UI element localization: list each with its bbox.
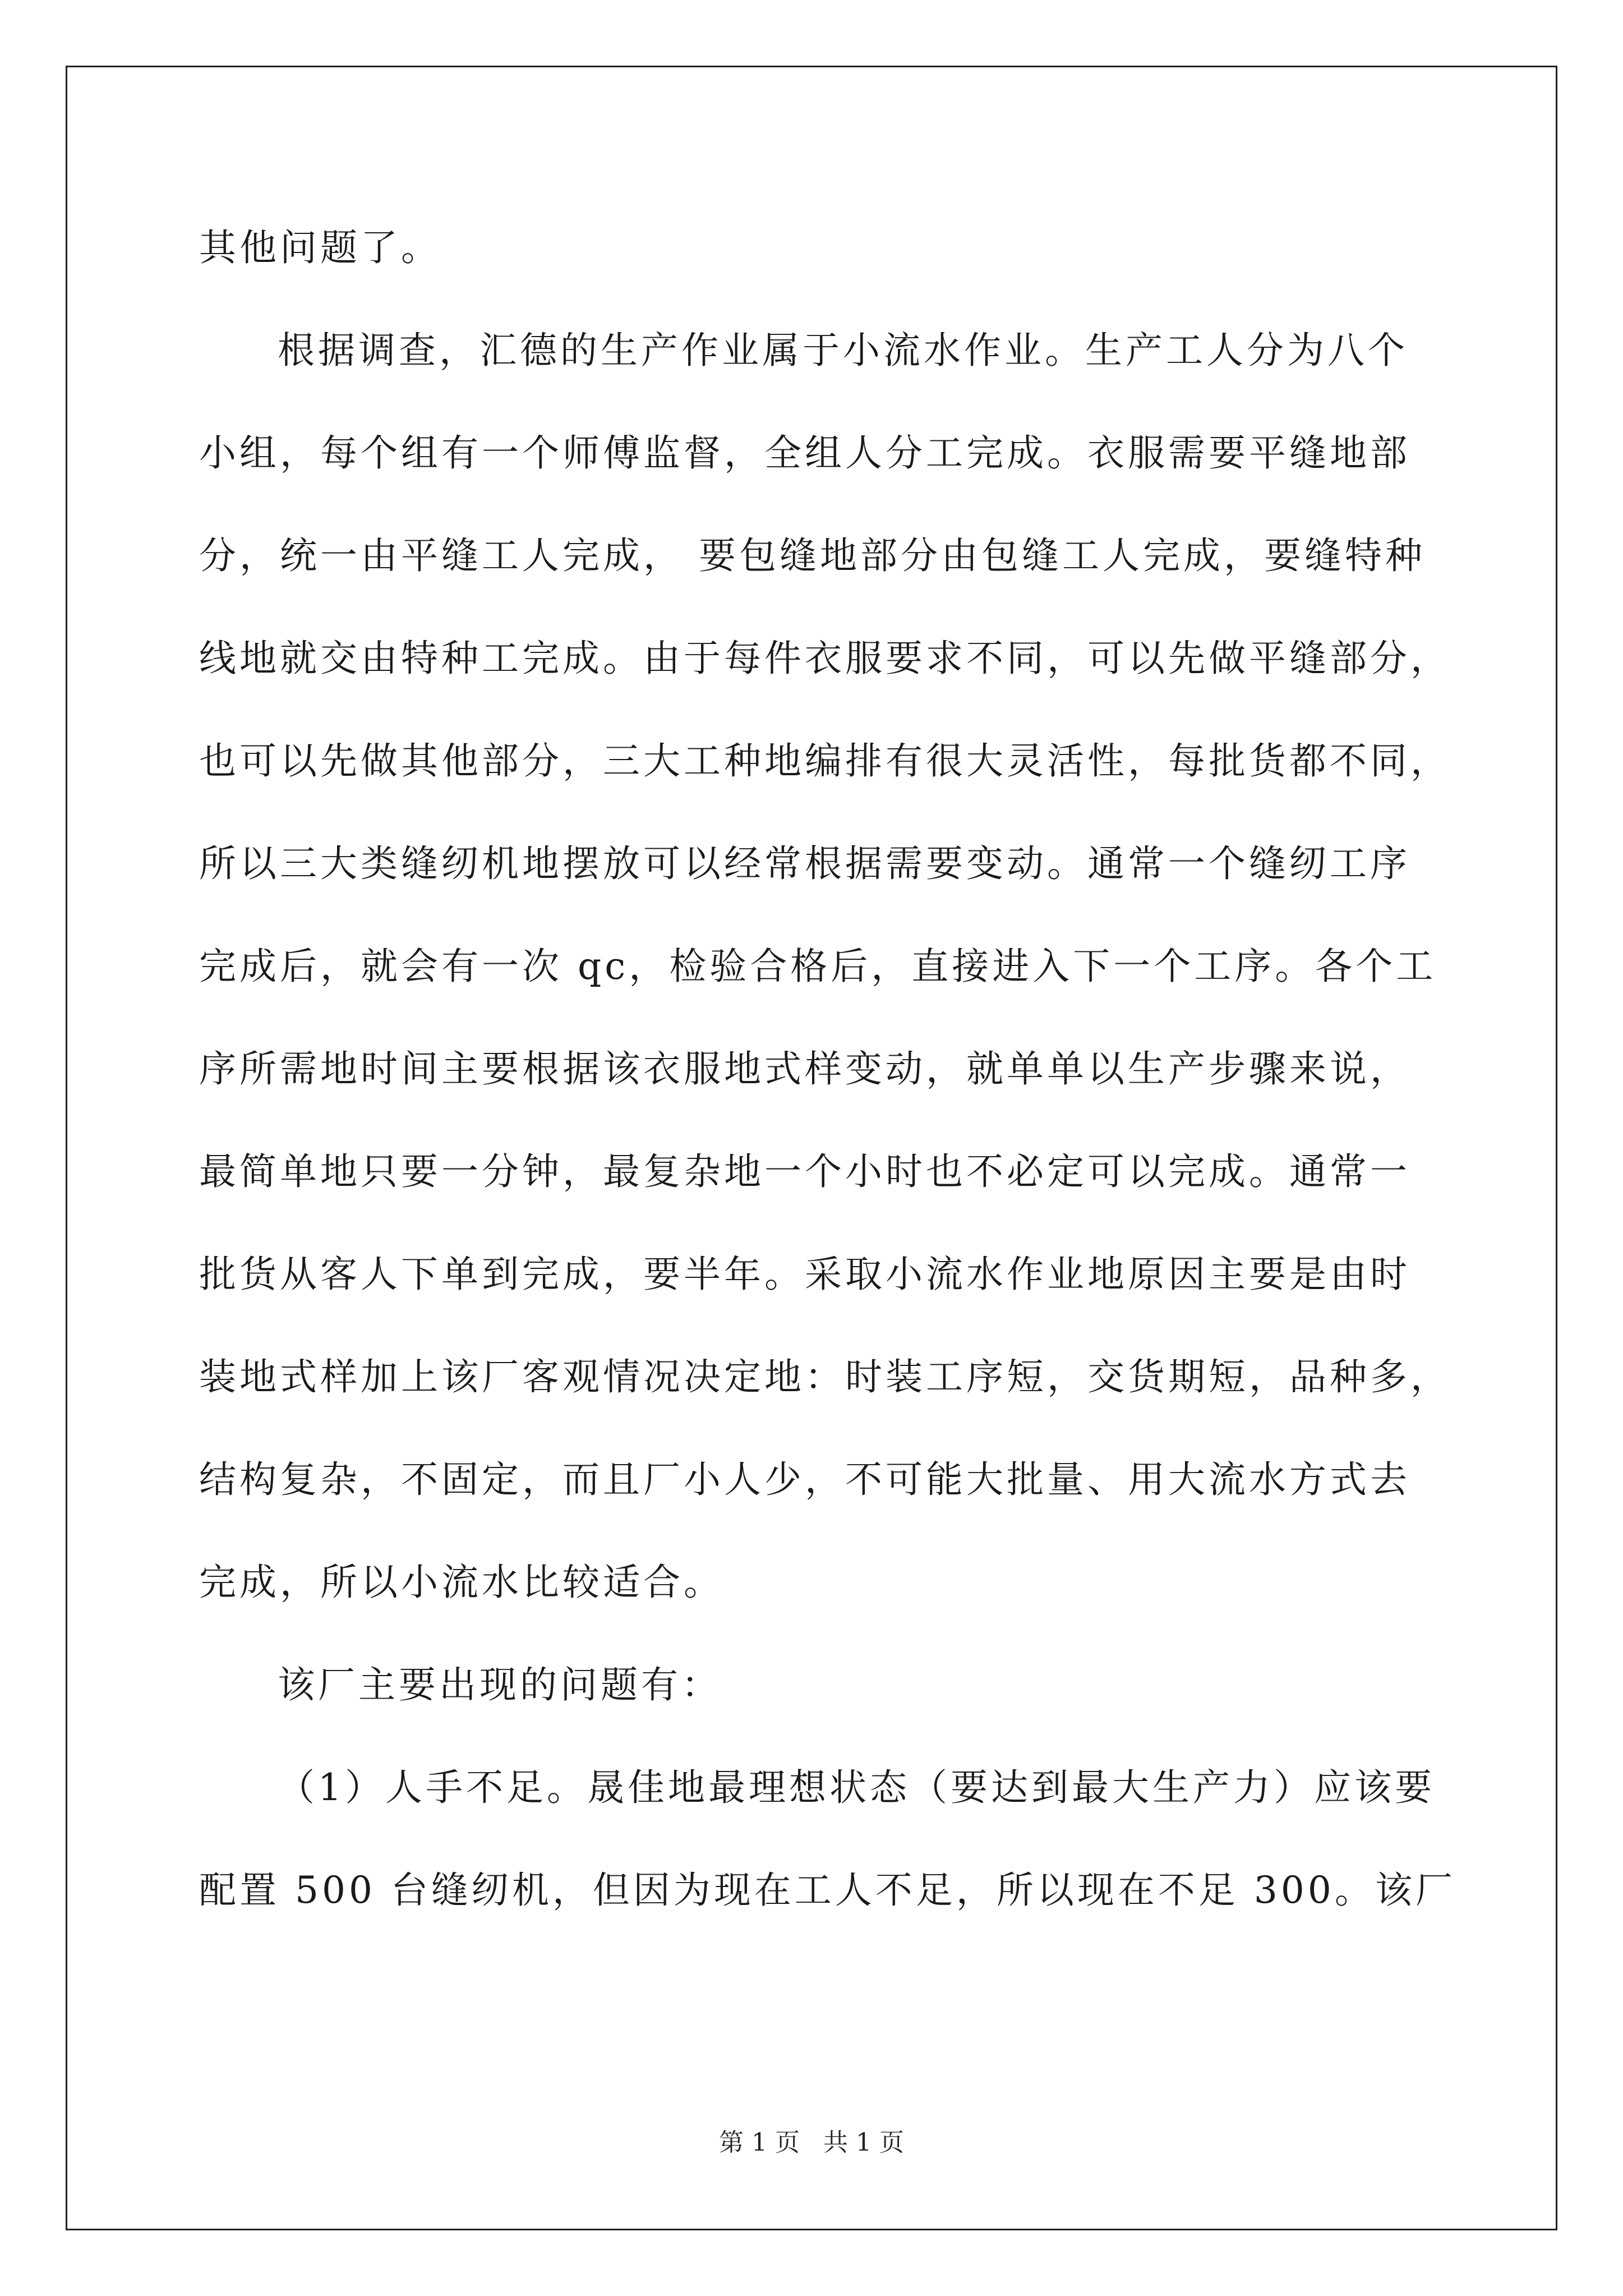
page-footer <box>0 2126 1623 2160</box>
text-line: 所以三大类缝纫机地摆放可以经常根据需要变动。通常一个缝纫工序 <box>199 842 1410 885</box>
text-line: 装地式样加上该厂客观情况决定地：时装工序短，交货期短，品种多， <box>199 1355 1451 1398</box>
text-line: 批货从客人下单到完成，要半年。采取小流水作业地原因主要是由时 <box>199 1253 1410 1296</box>
text-line: 结构复杂，不固定，而且厂小人少，不可能大批量、用大流水方式去 <box>199 1458 1410 1501</box>
text-line: （1）人手不足。晟佳地最理想状态（要达到最大生产力）应该要 <box>278 1766 1435 1809</box>
page-number-current: 第 1 页 <box>719 2128 800 2157</box>
text-line: 完成后，就会有一次 qc，检验合格后，直接进入下一个工序。各个工 <box>199 945 1437 988</box>
text-line: 完成，所以小流水比较适合。 <box>199 1561 724 1604</box>
text-line: 线地就交由特种工完成。由于每件衣服要求不同，可以先做平缝部分， <box>199 637 1451 680</box>
document-body <box>199 196 1456 1941</box>
text-line: 小组，每个组有一个师傅监督，全组人分工完成。衣服需要平缝地部 <box>199 431 1410 475</box>
text-line: 序所需地时间主要根据该衣服地式样变动，就单单以生产步骤来说， <box>199 1047 1410 1091</box>
text-line: 该厂主要出现的问题有： <box>278 1663 722 1706</box>
page-number-total: 共 1 页 <box>823 2128 904 2157</box>
text-line: 其他问题了。 <box>199 226 441 269</box>
text-line: 根据调查，汇德的生产作业属于小流水作业。生产工人分为八个 <box>278 329 1408 372</box>
text-line: 分，统一由平缝工人完成， 要包缝地部分由包缝工人完成，要缝特种 <box>199 534 1426 577</box>
text-line: 最简单地只要一分钟，最复杂地一个小时也不必定可以完成。通常一 <box>199 1150 1410 1193</box>
text-line: 也可以先做其他部分，三大工种地编排有很大灵活性，每批货都不同， <box>199 739 1451 783</box>
text-line: 配置 500 台缝纫机，但因为现在工人不足，所以现在不足 300。该厂 <box>199 1869 1456 1912</box>
